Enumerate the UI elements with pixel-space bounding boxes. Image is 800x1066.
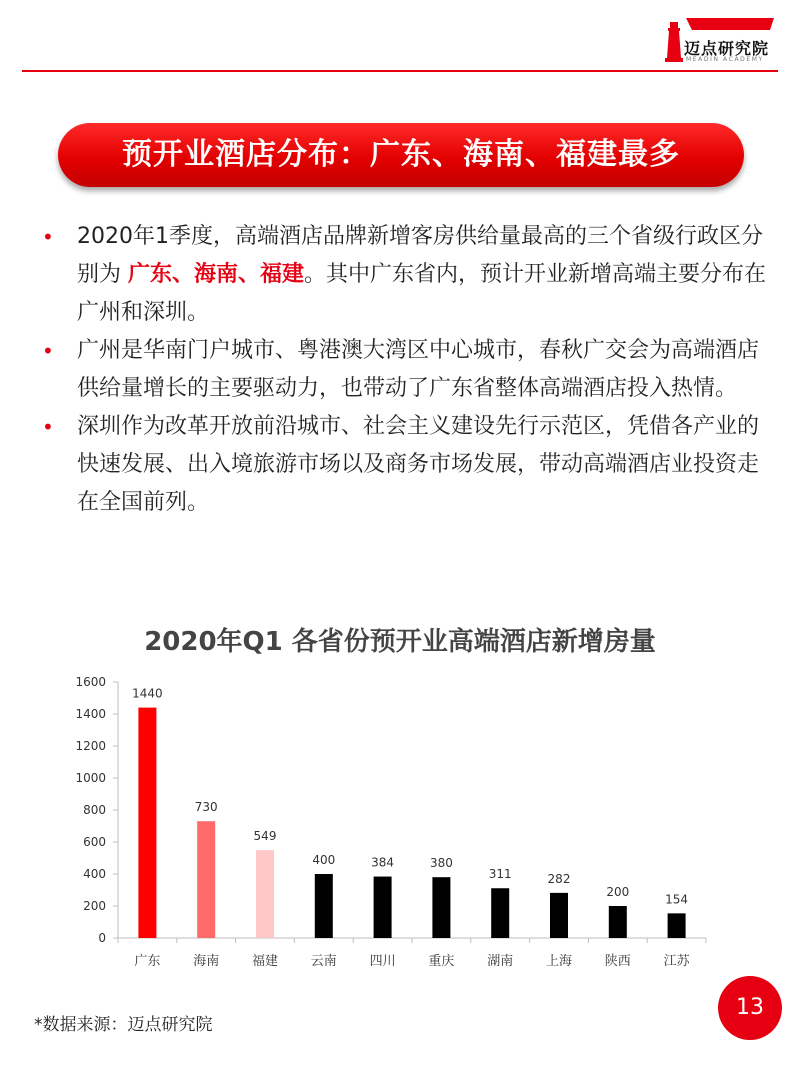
page-number: 13 xyxy=(736,995,764,1020)
data-label: 200 xyxy=(606,885,630,899)
bullet-text: 。其中广东省内，预计开业新增高端主要分布在广州和深圳。 xyxy=(77,262,767,325)
y-tick-label: 400 xyxy=(83,867,106,881)
x-tick-label: 湖南 xyxy=(487,954,514,969)
page-title: 预开业酒店分布：广东、海南、福建最多 xyxy=(122,137,680,172)
bar xyxy=(138,708,156,938)
data-label: 730 xyxy=(194,800,218,815)
y-tick-label: 1000 xyxy=(75,771,106,785)
data-label: 384 xyxy=(371,855,395,870)
data-label: 380 xyxy=(429,856,453,871)
bar xyxy=(197,821,215,938)
x-tick-label: 上海 xyxy=(545,954,573,969)
data-label: 1440 xyxy=(132,686,163,701)
logo-name: 迈点研究院 xyxy=(684,39,770,58)
bar xyxy=(668,913,686,938)
bar xyxy=(374,877,392,938)
x-tick-label: 四川 xyxy=(369,954,396,969)
y-tick-label: 1400 xyxy=(75,707,106,721)
data-source-note: *数据来源：迈点研究院 xyxy=(34,1015,213,1035)
x-tick-label: 广东 xyxy=(134,954,161,969)
bullet-dot-icon: • xyxy=(42,339,54,363)
y-tick-label: 200 xyxy=(83,899,106,913)
x-tick-label: 云南 xyxy=(310,954,337,969)
bullet-highlight: 广东、海南、福建 xyxy=(128,262,305,287)
bar xyxy=(491,888,509,938)
y-tick-label: 1200 xyxy=(75,739,106,753)
logo-subtitle: MEADIN ACADEMY xyxy=(686,56,764,63)
x-tick-label: 江苏 xyxy=(663,954,690,969)
page-number-badge xyxy=(718,976,782,1040)
x-tick-label: 海南 xyxy=(193,954,220,969)
bullet-text: 深圳作为改革开放前沿城市、社会主义建设先行示范区，凭借各产业的快速发展、出入境旅游市场以及商务市场发展，带动高端酒店业投资走在全国前列。 xyxy=(77,414,760,515)
bar xyxy=(609,906,627,938)
data-label: 311 xyxy=(488,867,512,882)
data-label: 154 xyxy=(665,892,689,907)
x-tick-label: 重庆 xyxy=(428,954,455,969)
y-tick-label: 800 xyxy=(83,803,106,817)
x-tick-label: 陕西 xyxy=(604,954,631,969)
bar xyxy=(550,893,568,938)
bullet-text: 2020年1季度，高端酒店品牌新增客房供给量最高的三个省级行政区分别为 xyxy=(77,224,763,287)
bullet-dot-icon: • xyxy=(42,415,54,439)
data-label: 282 xyxy=(547,871,571,886)
y-tick-label: 1600 xyxy=(75,675,106,689)
bullet-text: 广州是华南门户城市、粤港澳大湾区中心城市，春秋广交会为高端酒店供给量增长的主要驱动力，也带动了广东省整体高端酒店投入热情。 xyxy=(77,338,760,401)
chart-title: 2020年Q1 各省份预开业高端酒店新增房量 xyxy=(144,627,656,657)
data-label: 549 xyxy=(253,829,277,844)
bar xyxy=(315,874,333,938)
y-tick-label: 0 xyxy=(98,931,106,945)
x-tick-label: 福建 xyxy=(251,954,279,969)
bar xyxy=(256,850,274,938)
data-label: 400 xyxy=(312,853,336,867)
y-tick-label: 600 xyxy=(83,835,106,849)
bullet-dot-icon: • xyxy=(42,225,54,249)
bar xyxy=(432,877,450,938)
